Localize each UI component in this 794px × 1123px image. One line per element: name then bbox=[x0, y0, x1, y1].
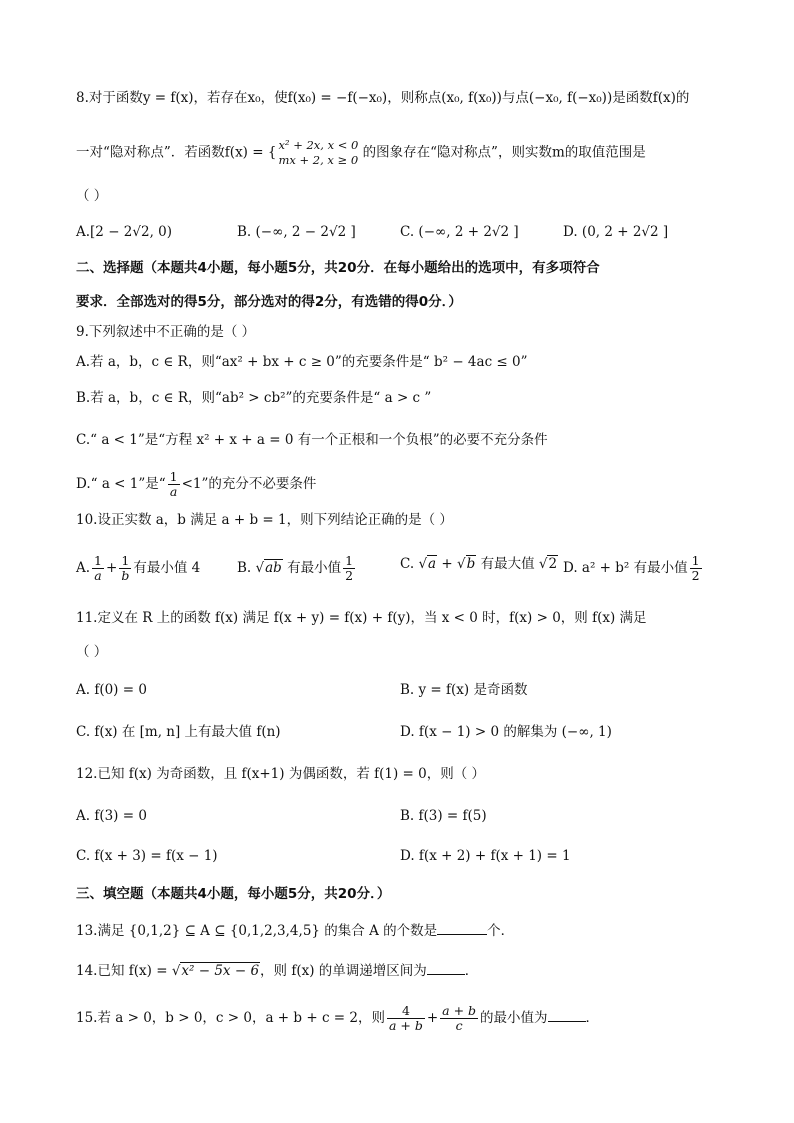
q8-piece-top: x² + 2x, x < 0 bbox=[278, 138, 359, 152]
q10-d-frac-den: 2 bbox=[691, 568, 700, 583]
q9-option-a: A.若 a，b，c ∈ R，则“ax² + bx + c ≥ 0”的充要条件是“ b² − 4ac ≤ 0” bbox=[76, 354, 528, 370]
q15-post: ． bbox=[585, 1010, 600, 1026]
q8-line2-pre: 一对“隐对称点”．若函数f(x) = { bbox=[76, 144, 277, 161]
q9-option-b: B.若 a，b，c ∈ R，则“ab² > cb²”的充要条件是“ a > c ” bbox=[76, 390, 432, 406]
q8-option-d: D. (0, 2 + 2√2 ] bbox=[563, 224, 669, 240]
q8-line2-post: 的图象存在“隐对称点”，则实数m的取值范围是 bbox=[362, 144, 646, 161]
section3-title: 三、填空题（本题共4小题，每小题5分，共20分．） bbox=[76, 886, 391, 902]
q11-option-b: B. y = f(x) 是奇函数 bbox=[400, 682, 528, 698]
q10-c-label: C. bbox=[400, 556, 419, 572]
q10-option-d bbox=[563, 554, 704, 583]
q10-a-text: 有最小值 4 bbox=[133, 560, 201, 576]
q10-a-frac1 bbox=[92, 554, 104, 583]
q11-option-c: C. f(x) 在 [m, n] 上有最大值 f(n) bbox=[76, 724, 281, 740]
q9-d-post: <1”的充分不必要条件 bbox=[181, 476, 317, 492]
q14-line: 14.已知 f(x) = √x² − 5x − 6，则 f(x) 的单调递增区间为 ． bbox=[76, 960, 478, 981]
q15-frac2 bbox=[440, 1004, 478, 1033]
q12-stem: 12.已知 f(x) 为奇函数，且 f(x+1) 为偶函数，若 f(1) = 0，则（ ） bbox=[76, 766, 486, 782]
q9-d-den: a bbox=[169, 484, 178, 499]
q10-option-b: B. √ab 有最小值 $\frac{1}{2}$ bbox=[237, 553, 354, 583]
q11-stem: 11.定义在 R 上的函数 f(x) 满足 f(x + y) = f(x) + f(y)，当 x < 0 时，f(x) > 0，则 f(x) 满足 bbox=[76, 610, 647, 626]
q12-option-b: B. f(3) = f(5) bbox=[400, 808, 487, 824]
q8-option-c: C. (−∞, 2 + 2√2 ] bbox=[400, 224, 519, 240]
q15-answer-blank[interactable] bbox=[548, 1007, 586, 1022]
q14-post: ． bbox=[464, 963, 479, 979]
q8-piecewise bbox=[278, 138, 358, 168]
q14-answer-blank[interactable] bbox=[427, 960, 465, 975]
q10-b-root: ab bbox=[265, 560, 282, 576]
q10-d-text: D. a² + b² 有最小值 bbox=[563, 560, 688, 576]
q15-frac1 bbox=[387, 1004, 425, 1033]
q10-c-plus: + bbox=[437, 556, 458, 572]
q15-mid: 的最小值为 bbox=[480, 1010, 548, 1026]
q15-frac2-num: a + b bbox=[442, 1003, 477, 1018]
q10-a-frac1-num: 1 bbox=[94, 553, 102, 568]
q10-b-frac-den: 2 bbox=[345, 568, 354, 583]
q14-mid: ，则 f(x) 的单调递增区间为 bbox=[260, 963, 427, 979]
q10-b-text: 有最小值 bbox=[287, 560, 342, 576]
q10-a-frac2 bbox=[119, 554, 131, 583]
q10-b-label: B. bbox=[237, 560, 256, 576]
q10-a-label: A. bbox=[76, 560, 91, 576]
q13-post: 个． bbox=[487, 923, 515, 939]
q10-a-frac1-den: a bbox=[94, 568, 102, 583]
q8-option-a: A.[2 − 2√2, 0) bbox=[76, 224, 173, 240]
q11-option-a: A. f(0) = 0 bbox=[76, 682, 147, 698]
q10-c-text: 有最大值 bbox=[480, 556, 539, 572]
q14-root: x² − 5x − 6 bbox=[181, 963, 260, 979]
q10-d-frac bbox=[690, 554, 702, 583]
q9-stem: 9.下列叙述中不正确的是（ ） bbox=[76, 324, 256, 340]
q15-frac2-den: c bbox=[455, 1018, 463, 1033]
q15-plus: + bbox=[426, 1010, 439, 1026]
q9-d-num: 1 bbox=[169, 469, 178, 484]
q10-b-frac bbox=[343, 554, 355, 583]
q10-d-frac-num: 1 bbox=[691, 553, 700, 568]
q10-a-plus: + bbox=[106, 560, 118, 576]
q11-paren: （ ） bbox=[76, 644, 108, 660]
q9-option-d bbox=[76, 470, 316, 499]
q10-a-frac2-den: b bbox=[121, 568, 130, 583]
q10-c-root1: a bbox=[428, 556, 437, 572]
q13-answer-blank[interactable] bbox=[437, 920, 487, 935]
q15-frac1-den: a + b bbox=[388, 1018, 423, 1033]
q8-line2 bbox=[76, 138, 646, 168]
q10-a-frac2-num: 1 bbox=[119, 554, 131, 569]
q12-option-c: C. f(x + 3) = f(x − 1) bbox=[76, 848, 218, 864]
q9-option-c: C.“ a < 1”是“方程 x² + x + a = 0 有一个正根和一个负根”的必要不充分条件 bbox=[76, 432, 548, 448]
q10-c-root2: b bbox=[466, 556, 476, 572]
q10-option-c: C. √a + √b 有最大值 √2 bbox=[400, 556, 558, 572]
q11-option-d: D. f(x − 1) > 0 的解集为 (−∞, 1) bbox=[400, 724, 612, 740]
q8-piece-bottom: mx + 2, x ≥ 0 bbox=[278, 153, 359, 167]
q15-text: 15.若 a > 0，b > 0，c > 0，a + b + c = 2，则 bbox=[76, 1010, 385, 1026]
q15-frac1-num: 4 bbox=[387, 1004, 425, 1019]
q14-text: 14.已知 f(x) = bbox=[76, 963, 172, 979]
q13-text: 13.满足 {0,1,2} ⊆ A ⊆ {0,1,2,3,4,5} 的集合 A 的个数是 bbox=[76, 923, 438, 939]
q12-option-a: A. f(3) = 0 bbox=[76, 808, 147, 824]
q8-line1: 8.对于函数y = f(x)，若存在x₀，使f(x₀) = −f(−x₀)，则称点(x₀, f(x₀))与点(−x₀, f(−x₀))是函数f(x)的 bbox=[76, 90, 690, 106]
q8-paren: （ ） bbox=[76, 188, 108, 204]
q8-option-b: B. (−∞, 2 − 2√2 ] bbox=[237, 224, 356, 240]
q10-option-a bbox=[76, 554, 200, 583]
q9-d-pre: D.“ a < 1”是“ bbox=[76, 476, 166, 492]
q10-c-root3: 2 bbox=[548, 556, 558, 572]
q10-b-frac-num: 1 bbox=[345, 553, 354, 568]
section2-line2: 要求．全部选对的得5分，部分选对的得2分，有选错的得0分．） bbox=[76, 294, 462, 310]
q10-stem: 10.设正实数 a，b 满足 a + b = 1，则下列结论正确的是（ ） bbox=[76, 512, 453, 528]
q13-line bbox=[76, 920, 514, 941]
q12-option-d: D. f(x + 2) + f(x + 1) = 1 bbox=[400, 848, 571, 864]
q9-d-fraction bbox=[168, 470, 180, 499]
section2-line1: 二、选择题（本题共4小题，每小题5分，共20分．在每小题给出的选项中，有多项符合 bbox=[76, 260, 600, 276]
q15-line bbox=[76, 1004, 599, 1033]
